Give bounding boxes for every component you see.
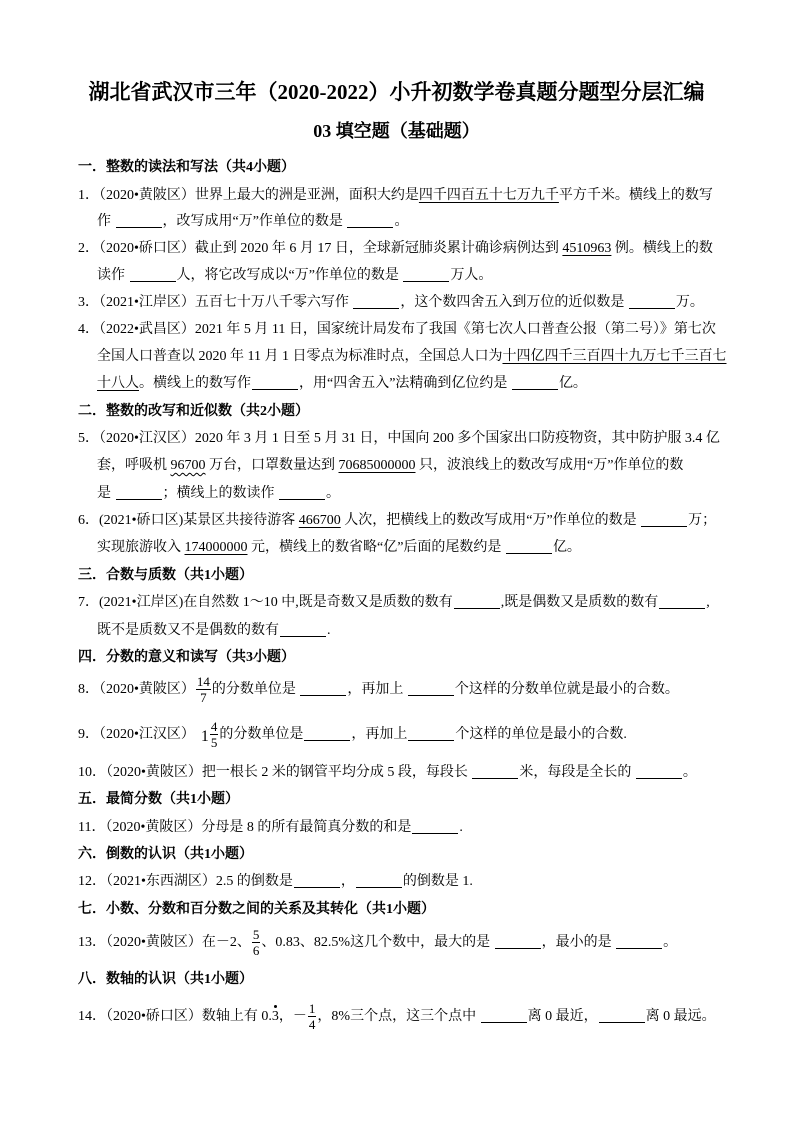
fraction-numerator: 1 <box>308 1001 316 1017</box>
answer-blank <box>641 513 687 527</box>
question-number: 11． <box>78 820 106 835</box>
question-line <box>97 456 683 476</box>
question-text: 的分数单位是 <box>219 727 304 742</box>
question-source: （2021•江岸区） <box>99 295 195 310</box>
question-text: 数轴上有 0. <box>201 1009 272 1024</box>
answer-blank <box>495 935 541 949</box>
question-text: ，用“四舍五入”法精确到亿位约是 <box>299 376 511 391</box>
question-text: 某景区共接待游客 <box>183 513 299 528</box>
question-source: （2020•硚口区） <box>99 241 195 256</box>
mixed-number-whole: 1 <box>200 728 209 745</box>
question-source: （2020•黄陂区） <box>99 188 195 203</box>
underlined-number: 174000000 <box>184 540 248 555</box>
answer-blank <box>599 1009 645 1023</box>
question-source: （2020•江汉区） <box>99 727 195 742</box>
question-text: 2.5 的倒数是 <box>215 874 293 889</box>
question-number: 5． <box>78 431 99 446</box>
fraction <box>210 719 219 750</box>
fraction <box>308 1001 317 1032</box>
section-heading-6: 六．倒数的认识（共1小题） <box>78 847 253 862</box>
answer-blank <box>629 295 675 309</box>
question-line <box>78 997 716 1037</box>
answer-blank <box>347 214 393 228</box>
question-text: . <box>459 820 463 835</box>
answer-blank <box>412 820 458 834</box>
underlined-number: 4510963 <box>562 241 612 256</box>
question-line <box>78 818 463 838</box>
question-line <box>97 538 581 558</box>
question-text: 米，每段是全长的 <box>519 765 635 780</box>
question-text: , <box>706 595 710 610</box>
question-line <box>97 266 492 286</box>
fraction-numerator: 5 <box>252 927 260 943</box>
question-text: 是 <box>97 486 115 501</box>
question-text: 作 <box>97 214 115 229</box>
question-text: ,既是偶数又是质数的数有 <box>500 595 659 610</box>
answer-blank <box>659 595 705 609</box>
fraction-denominator: 5 <box>210 735 218 751</box>
question-text: 的倒数是 1. <box>402 874 473 889</box>
question-text: ，8%三个点，这三个点中 <box>317 1009 480 1024</box>
question-text: 。 <box>663 935 678 950</box>
answer-blank <box>636 765 682 779</box>
document-title: 湖北省武汉市三年（2020-2022）小升初数学卷真题分题型分层汇编 <box>88 80 705 104</box>
section-heading-3: 三．合数与质数（共1小题） <box>78 568 253 583</box>
question-text: 。 <box>682 765 697 780</box>
fraction-numerator: 4 <box>210 719 218 735</box>
question-number: 12． <box>78 874 106 889</box>
question-text: 万人。 <box>450 268 493 283</box>
section-heading-1: 一．整数的读法和写法（共4小题） <box>78 160 295 175</box>
fraction <box>252 927 261 958</box>
question-text: 离 0 最远。 <box>645 1009 716 1024</box>
question-line <box>78 511 716 531</box>
question-source: （2020•硚口区） <box>106 1009 202 1024</box>
question-number: 1． <box>78 188 99 203</box>
question-line <box>78 670 679 710</box>
question-text: ， <box>340 874 355 889</box>
question-text: 人次，把横线上的数改写成用“万”作单位的数是 <box>340 513 641 528</box>
underlined-number: 十四亿四千三百四十九万七千三百七 <box>502 349 727 364</box>
question-text: ，－ <box>278 1009 307 1024</box>
question-number: 14． <box>78 1009 106 1024</box>
wavy-underlined-number: 96700 <box>170 458 206 473</box>
question-text: 实现旅游收入 <box>97 540 185 555</box>
question-text: ，这个数四舍五入到万位的近似数是 <box>400 295 628 310</box>
answer-blank <box>481 1009 527 1023</box>
question-source: （2020•黄陂区） <box>99 682 195 697</box>
fraction-denominator: 7 <box>200 690 207 706</box>
answer-blank <box>506 540 552 554</box>
question-line <box>78 872 473 892</box>
answer-blank <box>454 595 500 609</box>
answer-blank <box>408 682 454 696</box>
question-text: 截止到 2020 年 6 月 17 日，全球新冠肺炎累计确诊病例达到 <box>194 241 563 256</box>
question-text: . <box>327 623 331 638</box>
question-number: 13． <box>78 935 106 950</box>
question-text: 万。 <box>675 295 704 310</box>
repeating-decimal-digit: 3 <box>271 1009 279 1024</box>
question-line <box>97 374 587 394</box>
question-text: 套，呼吸机 <box>97 458 171 473</box>
question-text: 世界上最大的洲是亚洲，面积大约是 <box>194 188 419 203</box>
question-text: 全国人口普查以 2020 年 11 月 1 日零点为标准时点，全国总人口为 <box>97 349 503 364</box>
question-text: 。横线上的数写作 <box>139 376 251 391</box>
question-text: 2021 年 5 月 11 日，国家统计局发布了我国《第七次人口普查公报（第二号）》第七次 <box>194 322 716 337</box>
question-line <box>78 715 627 755</box>
question-text: 。 <box>326 486 340 501</box>
question-source: （2020•黄陂区） <box>106 935 202 950</box>
question-source: （2020•江汉区） <box>99 431 195 446</box>
question-source: (2021•硚口区) <box>99 513 184 528</box>
question-line <box>97 621 331 641</box>
answer-blank <box>616 935 662 949</box>
question-text: ，最小的是 <box>541 935 616 950</box>
question-text: 离 0 最近， <box>527 1009 598 1024</box>
fraction-numerator: 14 <box>196 674 210 690</box>
question-source: (2021•江岸区) <box>99 595 184 610</box>
question-line <box>78 239 713 259</box>
answer-blank <box>408 727 454 741</box>
underlined-number: 70685000000 <box>338 458 416 473</box>
section-heading-7: 七．小数、分数和百分数之间的关系及其转化（共1小题） <box>78 902 435 917</box>
fraction-denominator: 4 <box>308 1017 316 1033</box>
fraction-denominator: 6 <box>252 943 260 959</box>
answer-blank <box>304 727 350 741</box>
question-number: 3． <box>78 295 99 310</box>
question-text: 例。横线上的数 <box>611 241 713 256</box>
question-text: 个这样的单位是最小的合数. <box>455 727 627 742</box>
fraction <box>196 674 211 705</box>
question-number: 2． <box>78 241 99 256</box>
answer-blank <box>403 268 449 282</box>
section-heading-8: 八．数轴的认识（共1小题） <box>78 972 253 987</box>
underlined-number: 466700 <box>298 513 341 528</box>
question-text: 既不是质数又不是偶数的数有 <box>97 623 279 638</box>
question-line <box>78 593 710 613</box>
question-text: 个这样的分数单位就是最小的合数。 <box>454 682 679 697</box>
question-text: 万； <box>688 513 717 528</box>
question-text: ，改写成用“万”作单位的数是 <box>162 214 347 229</box>
question-number: 4． <box>78 322 99 337</box>
answer-blank <box>116 214 162 228</box>
question-text: 五百七十万八千零六写作 <box>194 295 353 310</box>
answer-blank <box>356 874 402 888</box>
answer-blank <box>300 682 346 696</box>
answer-blank <box>252 376 298 390</box>
question-source: （2020•黄陂区） <box>105 820 202 835</box>
question-text: 平方千米。横线上的数写 <box>558 188 713 203</box>
question-line <box>97 484 340 504</box>
question-source: （2021•东西湖区） <box>106 874 216 889</box>
question-source: （2020•黄陂区） <box>106 765 202 780</box>
answer-blank <box>130 268 176 282</box>
question-number: 6． <box>78 513 99 528</box>
question-text: 2020 年 3 月 1 日至 5 月 31 日，中国向 200 多个国家出口防疫物资，其中防护服 3.4 亿 <box>194 431 720 446</box>
question-line <box>78 763 697 783</box>
question-source: （2022•武昌区） <box>99 322 195 337</box>
question-text: 在自然数 1～10 中,既是奇数又是质数的数有 <box>183 595 453 610</box>
question-text: ，再加上 <box>347 682 407 697</box>
question-line <box>78 320 716 340</box>
question-text: 亿。 <box>558 376 587 391</box>
section-heading-5: 五．最简分数（共1小题） <box>78 792 239 807</box>
question-text: 只，波浪线上的数改写成用“万”作单位的数 <box>415 458 684 473</box>
section-heading-4: 四．分数的意义和读写（共3小题） <box>78 650 295 665</box>
question-number: 7． <box>78 595 99 610</box>
question-line <box>78 186 713 206</box>
underlined-number: 四千四百五十七万九千 <box>418 188 559 203</box>
section-heading-2: 二．整数的改写和近似数（共2小题） <box>78 404 309 419</box>
question-number: 8． <box>78 682 99 697</box>
answer-blank <box>512 376 558 390</box>
answer-blank <box>353 295 399 309</box>
question-line <box>78 293 704 313</box>
question-text: ，再加上 <box>351 727 408 742</box>
question-text: 分母是 8 的所有最简真分数的和是 <box>201 820 412 835</box>
question-text: 亿。 <box>552 540 581 555</box>
question-text: 元，横线上的数省略“亿”后面的尾数约是 <box>247 540 505 555</box>
answer-blank <box>280 623 326 637</box>
underlined-number: 十八人 <box>97 376 139 391</box>
answer-blank <box>116 486 162 500</box>
answer-blank <box>279 486 325 500</box>
question-line <box>78 923 677 963</box>
answer-blank <box>294 874 340 888</box>
answer-blank <box>472 765 518 779</box>
question-line <box>97 347 726 367</box>
document-subtitle: 03 填空题（基础题） <box>313 121 480 141</box>
question-text: 在－2、 <box>201 935 251 950</box>
question-text: 的分数单位是 <box>211 682 300 697</box>
question-number: 9． <box>78 727 99 742</box>
question-text: 万台，口罩数量达到 <box>205 458 339 473</box>
question-line <box>97 212 408 232</box>
question-number: 10． <box>78 765 106 780</box>
question-text: 、0.83、82.5%这几个数中，最大的是 <box>261 935 494 950</box>
question-text: 把一根长 2 米的钢管平均分成 5 段，每段长 <box>201 765 472 780</box>
question-text: 人，将它改写成以“万”作单位的数是 <box>176 268 403 283</box>
question-text: 读作 <box>97 268 129 283</box>
question-text: 。 <box>394 214 409 229</box>
question-line <box>78 429 720 449</box>
question-text: ；横线上的数读作 <box>162 486 278 501</box>
